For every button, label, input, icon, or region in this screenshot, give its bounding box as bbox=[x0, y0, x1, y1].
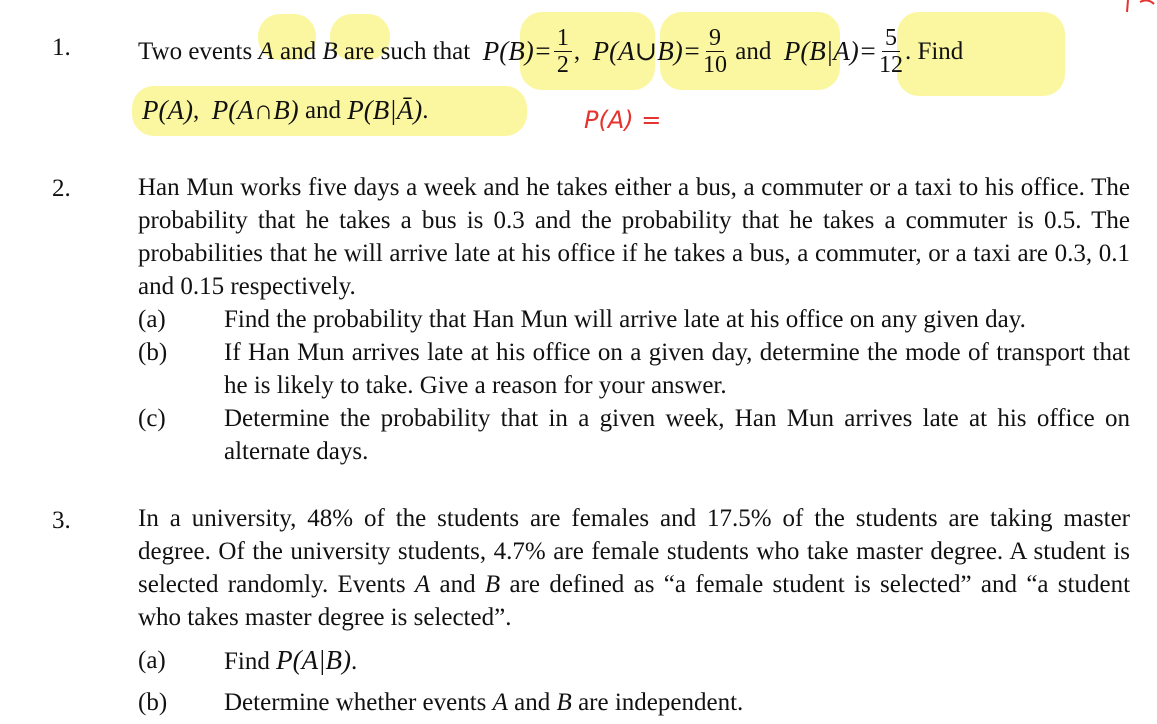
part-text bbox=[224, 686, 743, 719]
event-b: B bbox=[322, 37, 338, 65]
part-b-text-1: Determine whether events bbox=[224, 689, 487, 716]
event-a: A bbox=[492, 689, 508, 716]
period: . bbox=[422, 96, 429, 124]
part-b bbox=[138, 336, 1130, 402]
q3-and: and bbox=[439, 571, 476, 598]
numerator: 1 bbox=[554, 26, 572, 52]
question-number: 2. bbox=[52, 175, 71, 202]
part-label: (a) bbox=[138, 306, 166, 333]
period: . bbox=[351, 648, 358, 675]
q1-find: . Find bbox=[904, 37, 964, 65]
question-number: 1. bbox=[52, 34, 71, 61]
pen-mark-icon bbox=[1120, 0, 1157, 16]
prob-b-lhs: P(B)= bbox=[482, 35, 552, 66]
event-b: B bbox=[484, 571, 501, 598]
question-3 bbox=[138, 502, 1130, 719]
denominator: 2 bbox=[556, 51, 569, 78]
question-1-line-2 bbox=[142, 90, 428, 130]
numerator: 5 bbox=[882, 26, 900, 52]
event-b: B bbox=[556, 689, 572, 716]
part-label: (c) bbox=[138, 405, 166, 432]
prob-b-given-a-lhs: P(B|A)= bbox=[783, 35, 877, 66]
find-prob-a: P(A) bbox=[142, 94, 193, 125]
fraction-prob-b bbox=[554, 26, 572, 77]
part-label: (b) bbox=[138, 689, 168, 716]
part-label: (b) bbox=[138, 339, 168, 366]
question-2-text: Han Mun works five days a week and he takes either a bus, a commuter or a taxi to his office. The probability that he takes a bus is 0.3 and the probability that he takes a commuter is 0.5. The probabilities that he will arrive late at his office if he takes a bus, a commuter, or a taxi are 0.3, 0.1 and 0.15 respectively. bbox=[138, 174, 1130, 300]
question-3-text bbox=[138, 502, 1130, 634]
find-prob-a-intersect-b: P(A∩B) bbox=[211, 94, 299, 125]
fraction-prob-b-given-a bbox=[879, 26, 903, 77]
question-2 bbox=[138, 171, 1130, 468]
q1-and-2: and bbox=[735, 37, 772, 65]
q3-text-1: In a university, 48% of the students are females and 17.5% of the students are taking master degree. Of the university students, 4.7% are female students who take master degree. A student is selected randomly. Events bbox=[138, 505, 1130, 598]
handwritten-note: P(A) = bbox=[584, 106, 662, 134]
prob-a-union-b-lhs: P(A∪B)= bbox=[592, 35, 701, 66]
event-a: A bbox=[258, 37, 274, 65]
denominator: 10 bbox=[702, 51, 727, 78]
question-1-line-1 bbox=[138, 26, 963, 76]
part-a bbox=[138, 644, 1130, 678]
find-label: Find bbox=[224, 648, 270, 675]
q3-text-2: are defined as “a female student is selected” and “a student who takes master degree is selected”. bbox=[138, 571, 1131, 631]
q1-such: are such that bbox=[343, 37, 471, 65]
prob-a-given-b: P(A|B) bbox=[276, 645, 351, 675]
part-text: Find the probability that Han Mun will arrive late at his office on any given day. bbox=[224, 306, 1026, 333]
denominator: 12 bbox=[878, 51, 903, 78]
numerator: 9 bbox=[706, 26, 724, 52]
part-label: (a) bbox=[138, 647, 166, 674]
find-prob-b-given-not-a: P(B|Ā) bbox=[347, 94, 423, 125]
question-number: 3. bbox=[52, 507, 71, 534]
fraction-prob-a-union-b bbox=[703, 26, 727, 77]
comma: , bbox=[192, 96, 200, 124]
event-a: A bbox=[414, 571, 431, 598]
comma: , bbox=[573, 37, 581, 65]
part-a bbox=[138, 303, 1130, 336]
part-c bbox=[138, 402, 1130, 468]
part-text: Determine the probability that in a given week, Han Mun arrives late at his office on alternate days. bbox=[224, 405, 1130, 465]
q1-intro: Two events bbox=[138, 37, 253, 65]
part-text bbox=[224, 644, 357, 678]
part-b bbox=[138, 686, 1130, 719]
part-text: If Han Mun arrives late at his office on a given day, determine the mode of transport that he is likely to take. Give a reason for your answer. bbox=[224, 339, 1130, 399]
part-b-text-2: are independent. bbox=[578, 689, 744, 716]
q1-and: and bbox=[279, 37, 317, 65]
q1-and-3: and bbox=[304, 96, 342, 124]
part-b-and: and bbox=[514, 689, 551, 716]
